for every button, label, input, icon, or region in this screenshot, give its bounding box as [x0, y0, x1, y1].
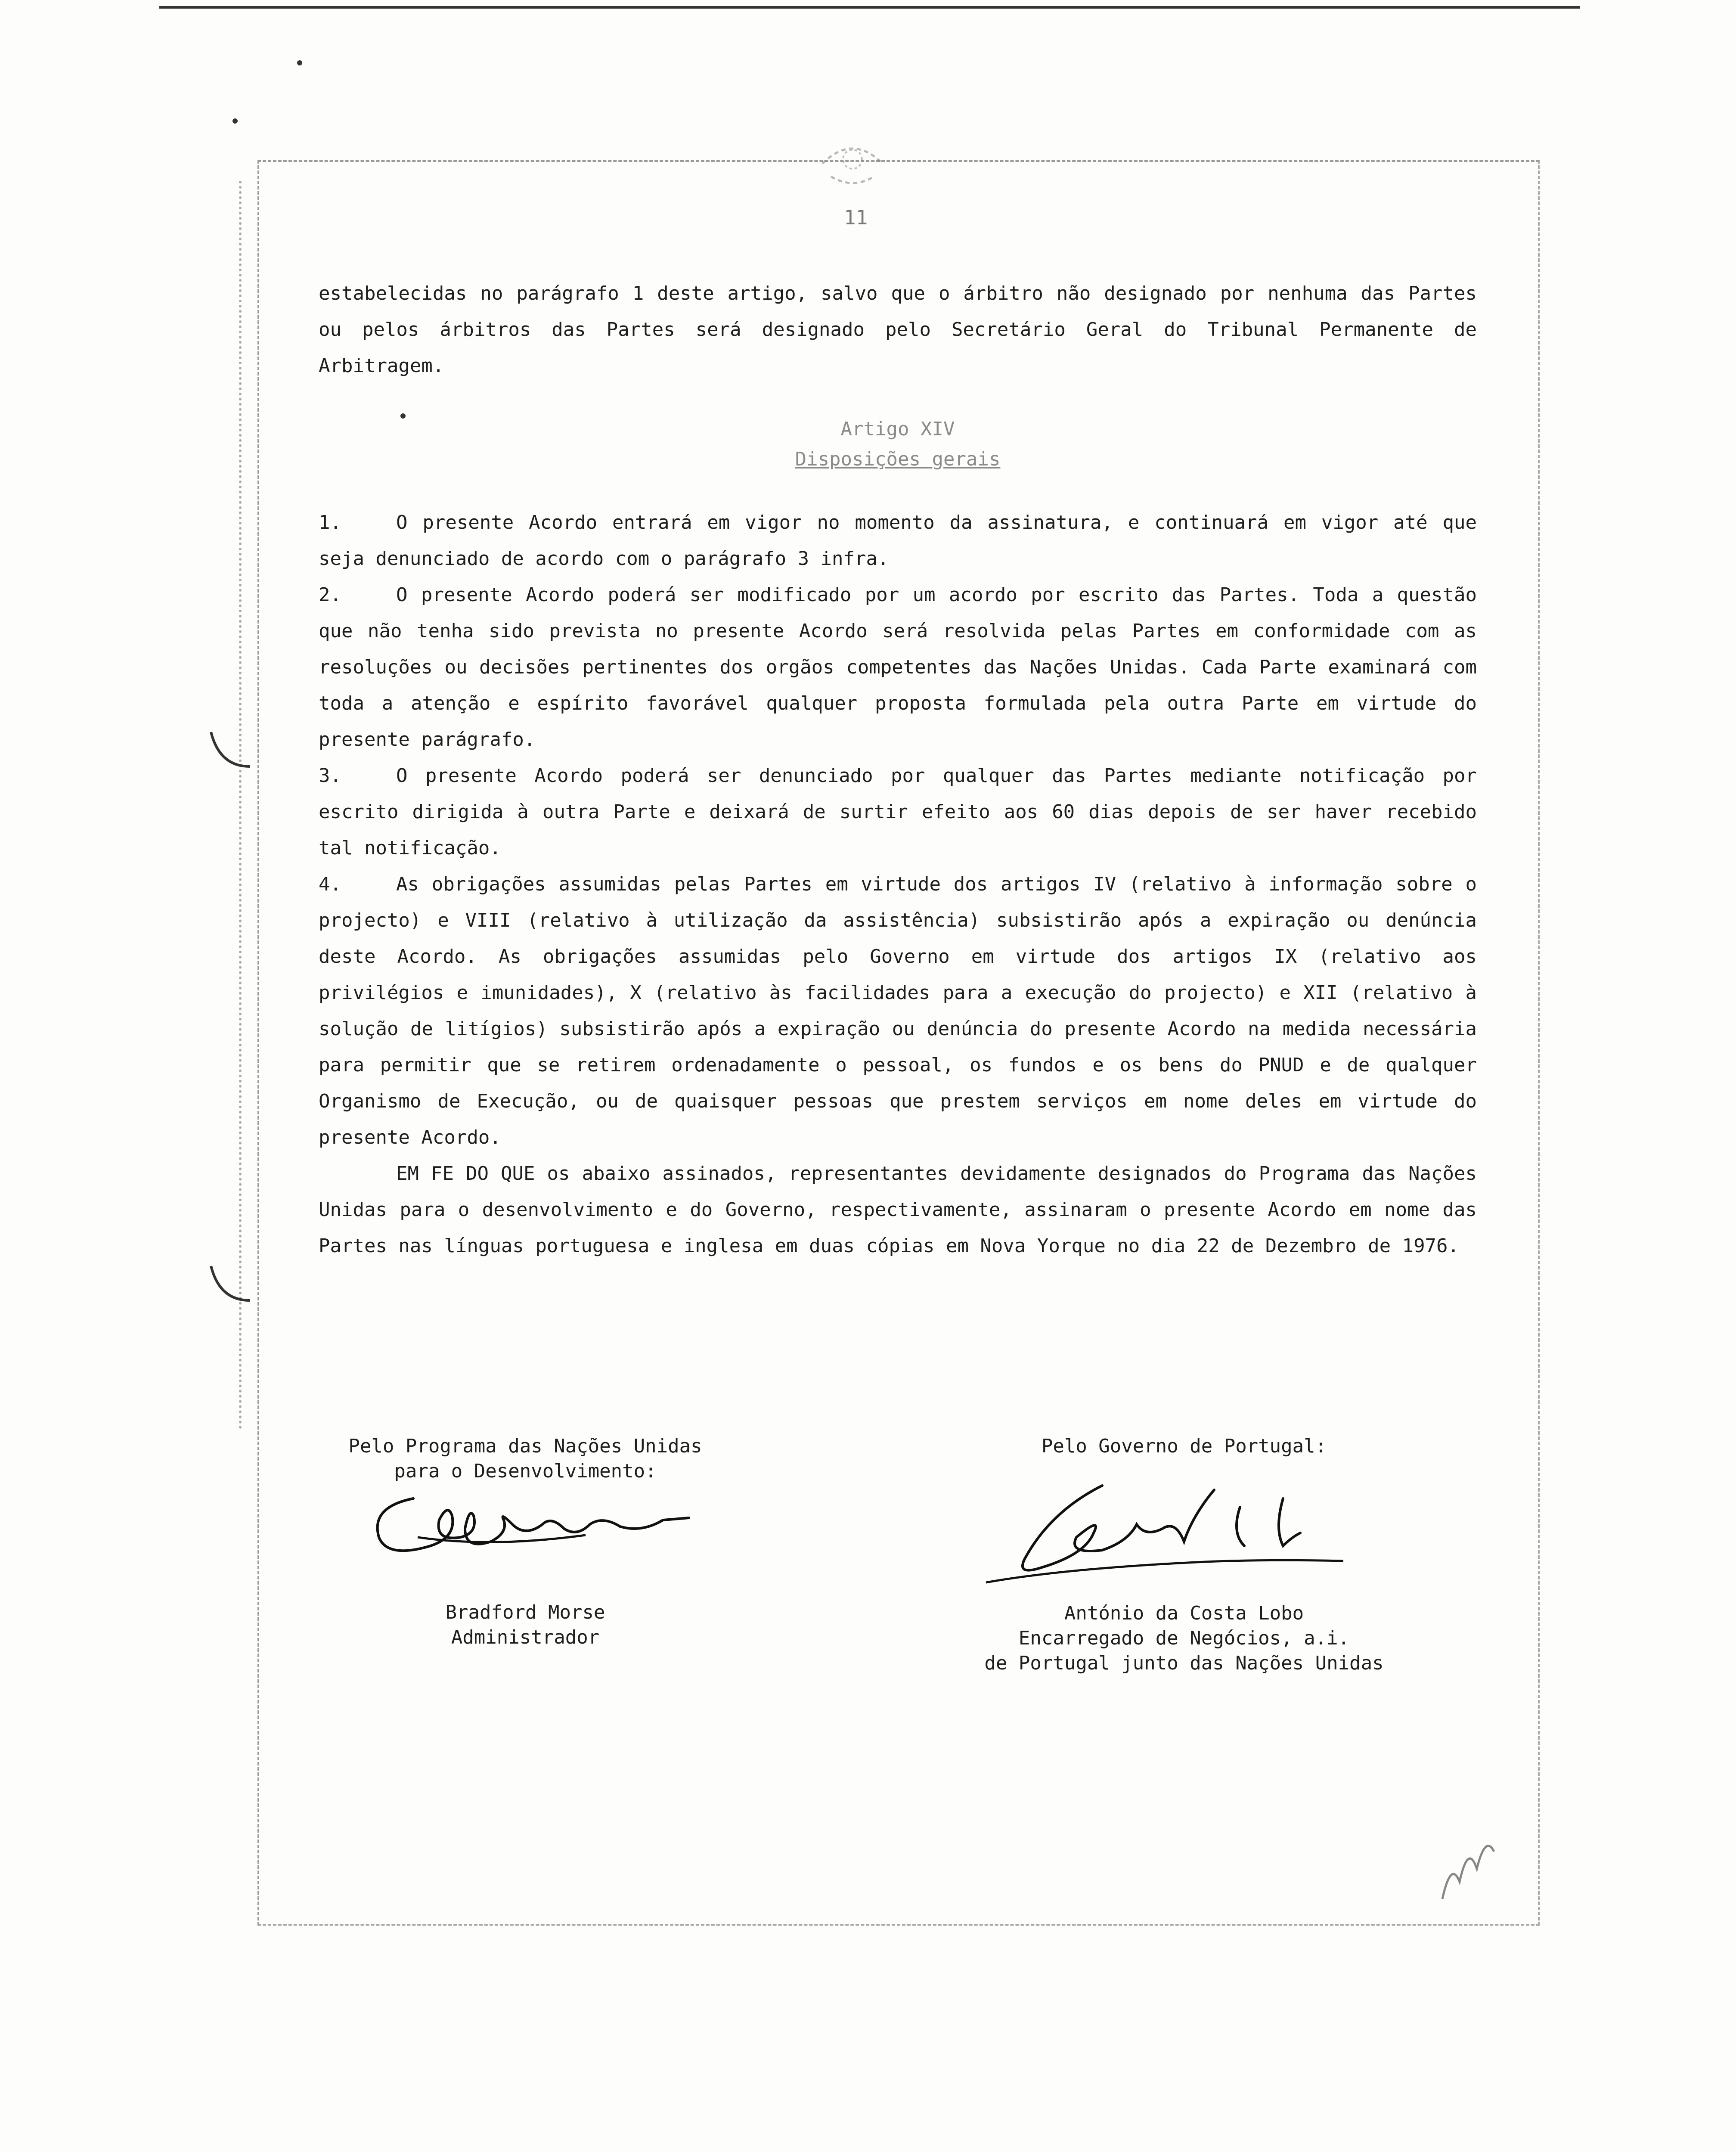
- agreement-text: [319, 276, 1477, 1264]
- signatory-heading: Pelo Governo de Portugal:: [1041, 1435, 1327, 1457]
- paragraph-number: 3.: [319, 765, 341, 787]
- initials-scribble-icon: [1434, 1817, 1503, 1903]
- paragraph-text: O presente Acordo poderá ser modificado por um acordo por escrito das Partes. Toda a questão que não tenha sido prevista no presente Acordo será resolvida pelas Partes em conformidade com as resoluções ou decisões pertinentes dos orgãos competentes das Nações Unidas. Cada Parte examinará com toda a atenção e espírito favorável qualquer proposta formulada pela outra Parte em virtude do presente parágrafo.: [319, 584, 1477, 751]
- continuation-paragraph: estabelecidas no parágrafo 1 deste artigo, salvo que o árbitro não designado por nenhuma das Partes ou pelos árbitros das Partes será designado pelo Secretário Geral do Tribunal Permanente de Arbitragem.: [319, 282, 1477, 377]
- signatory-title: Encarregado de Negócios, a.i.: [1018, 1627, 1350, 1649]
- seal-emblem-icon: [809, 129, 896, 194]
- top-rule: [159, 6, 1580, 9]
- signatory-title: Administrador: [451, 1626, 600, 1648]
- margin-binding-marks: [239, 181, 248, 1430]
- closing-paragraph: [319, 1156, 1477, 1264]
- margin-curl-mark: [202, 728, 254, 779]
- closing-text: EM FE DO QUE os abaixo assinados, representantes devidamente designados do Programa das Nações Unidas para o desenvolvimento e do Governo, respectivamente, assinaram o presente Acordo em nome das Partes nas línguas portuguesa e inglesa em duas cópias em Nova Yorque no dia 22 de Dezembro de 1976.: [319, 1163, 1477, 1257]
- signatory-name: Bradford Morse: [445, 1601, 605, 1623]
- paragraph-text: As obrigações assumidas pelas Partes em virtude dos artigos IV (relativo à informação sobre o projecto) e VIII (relativo à utilização da assistência) subsistirão após a expiração ou denúncia deste Acordo. As obrigações assumidas pelo Governo em virtude dos artigos IX (relativo aos privilégios e imunidades), X (relativo às facilidades para a execução do projecto) e XII (relativo à solução de litígios) subsistirão após a expiração ou denúncia do presente Acordo na medida necessária para permitir que se retirem ordenadamente o pessoal, os fundos e os bens do PNUD e de qualquer Organismo de Execução, ou de quaisquer pessoas que prestem serviços em nome deles em virtude do presente Acordo.: [319, 873, 1477, 1148]
- article-title: Artigo XIV: [840, 418, 955, 440]
- paragraph-number: 1.: [319, 512, 341, 534]
- article-subtitle: Disposições gerais: [795, 448, 1001, 470]
- page-number: 11: [844, 206, 868, 229]
- signatory-name: António da Costa Lobo: [1064, 1602, 1304, 1624]
- signatory-heading: para o Desenvolvimento:: [394, 1460, 657, 1482]
- numbered-paragraph: [319, 505, 1477, 577]
- scan-speck: [297, 60, 302, 65]
- numbered-paragraph: [319, 758, 1477, 866]
- article-heading: [319, 414, 1477, 475]
- numbered-paragraph: [319, 577, 1477, 758]
- paragraph-text: O presente Acordo poderá ser denunciado por qualquer das Partes mediante notificação por escrito dirigida à outra Parte e deixará de surtir efeito aos 60 dias depois de ser haver recebido tal notificação.: [319, 765, 1477, 859]
- margin-curl-mark: [202, 1262, 254, 1313]
- handwritten-signature-right: [973, 1473, 1361, 1589]
- handwritten-signature-left: [362, 1473, 706, 1572]
- scan-speck: [232, 118, 238, 124]
- paragraph-number: 2.: [319, 584, 341, 606]
- paragraph-number: 4.: [319, 873, 341, 895]
- signatory-title: de Portugal junto das Nações Unidas: [984, 1652, 1384, 1674]
- paragraph-text: O presente Acordo entrará em vigor no momento da assinatura, e continuará em vigor até que seja denunciado de acordo com o parágrafo 3 infra.: [319, 512, 1477, 570]
- numbered-paragraph: [319, 866, 1477, 1156]
- signatory-heading: Pelo Programa das Nações Unidas: [348, 1435, 702, 1457]
